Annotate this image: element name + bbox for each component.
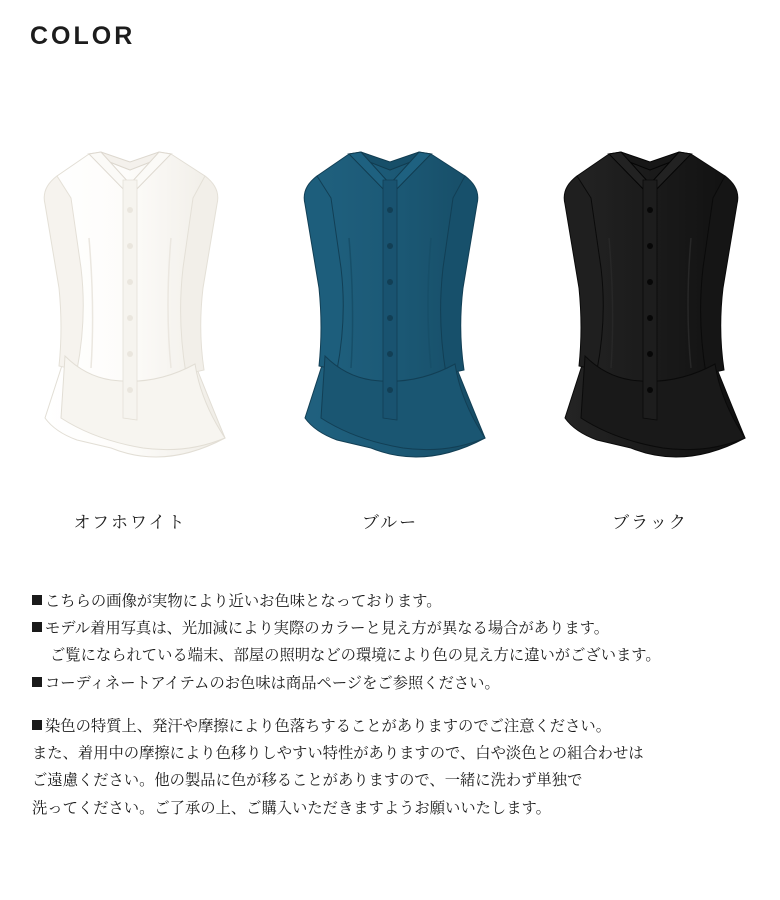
note-line: [32, 713, 762, 740]
page-title: COLOR: [30, 22, 136, 50]
bullet-square-icon: [32, 595, 42, 605]
bullet-square-icon: [32, 677, 42, 687]
off-white-shirt-image: [15, 118, 245, 488]
color-swatch-row: [0, 118, 780, 533]
note-line: [32, 767, 762, 794]
note-group-color: [32, 588, 762, 697]
note-line: [32, 670, 762, 697]
note-group-care: [32, 713, 762, 822]
color-option-black[interactable]: [520, 118, 780, 533]
black-shirt-image: [535, 118, 765, 488]
note-spacer: [32, 697, 762, 713]
note-text: こちらの画像が実物により近いお色味となっております。: [45, 593, 442, 610]
note-text: ご覧になられている端末、部屋の照明などの環境により色の見え方に違いがございます。: [50, 647, 661, 665]
blue-shirt-image: [275, 118, 505, 488]
shirt-illustration-icon: [535, 118, 765, 488]
note-text: コーディネートアイテムのお色味は商品ページをご参照ください。: [45, 674, 500, 692]
color-option-off-white[interactable]: [0, 118, 260, 533]
color-label: オフホワイト: [73, 513, 187, 532]
note-line: [32, 795, 762, 822]
bullet-square-icon: [32, 720, 42, 730]
bullet-square-icon: [32, 622, 42, 632]
note-text: モデル着用写真は、光加減により実際のカラーと見え方が異なる場合があります。: [45, 620, 609, 638]
care-notes: [32, 588, 762, 822]
note-text: また、着用中の摩擦により色移りしやすい特性がありますので、白や淡色との組合わせは: [32, 745, 644, 763]
shirt-illustration-icon: [275, 118, 505, 488]
note-line: [32, 588, 762, 615]
note-text: 染色の特質上、発汗や摩擦により色落ちすることがありますのでご注意ください。: [45, 717, 611, 735]
note-line: [32, 615, 762, 642]
note-line: [32, 642, 762, 669]
shirt-illustration-icon: [15, 118, 245, 488]
note-line: [32, 740, 762, 767]
note-text: ご遠慮ください。他の製品に色が移ることがありますので、一緒に洗わず単独で: [32, 772, 583, 790]
color-option-blue[interactable]: [260, 118, 520, 533]
note-text: 洗ってください。ご了承の上、ご購入いただきますようお願いいたします。: [32, 799, 551, 817]
color-label: ブルー: [361, 513, 419, 532]
color-label: ブラック: [612, 513, 688, 532]
